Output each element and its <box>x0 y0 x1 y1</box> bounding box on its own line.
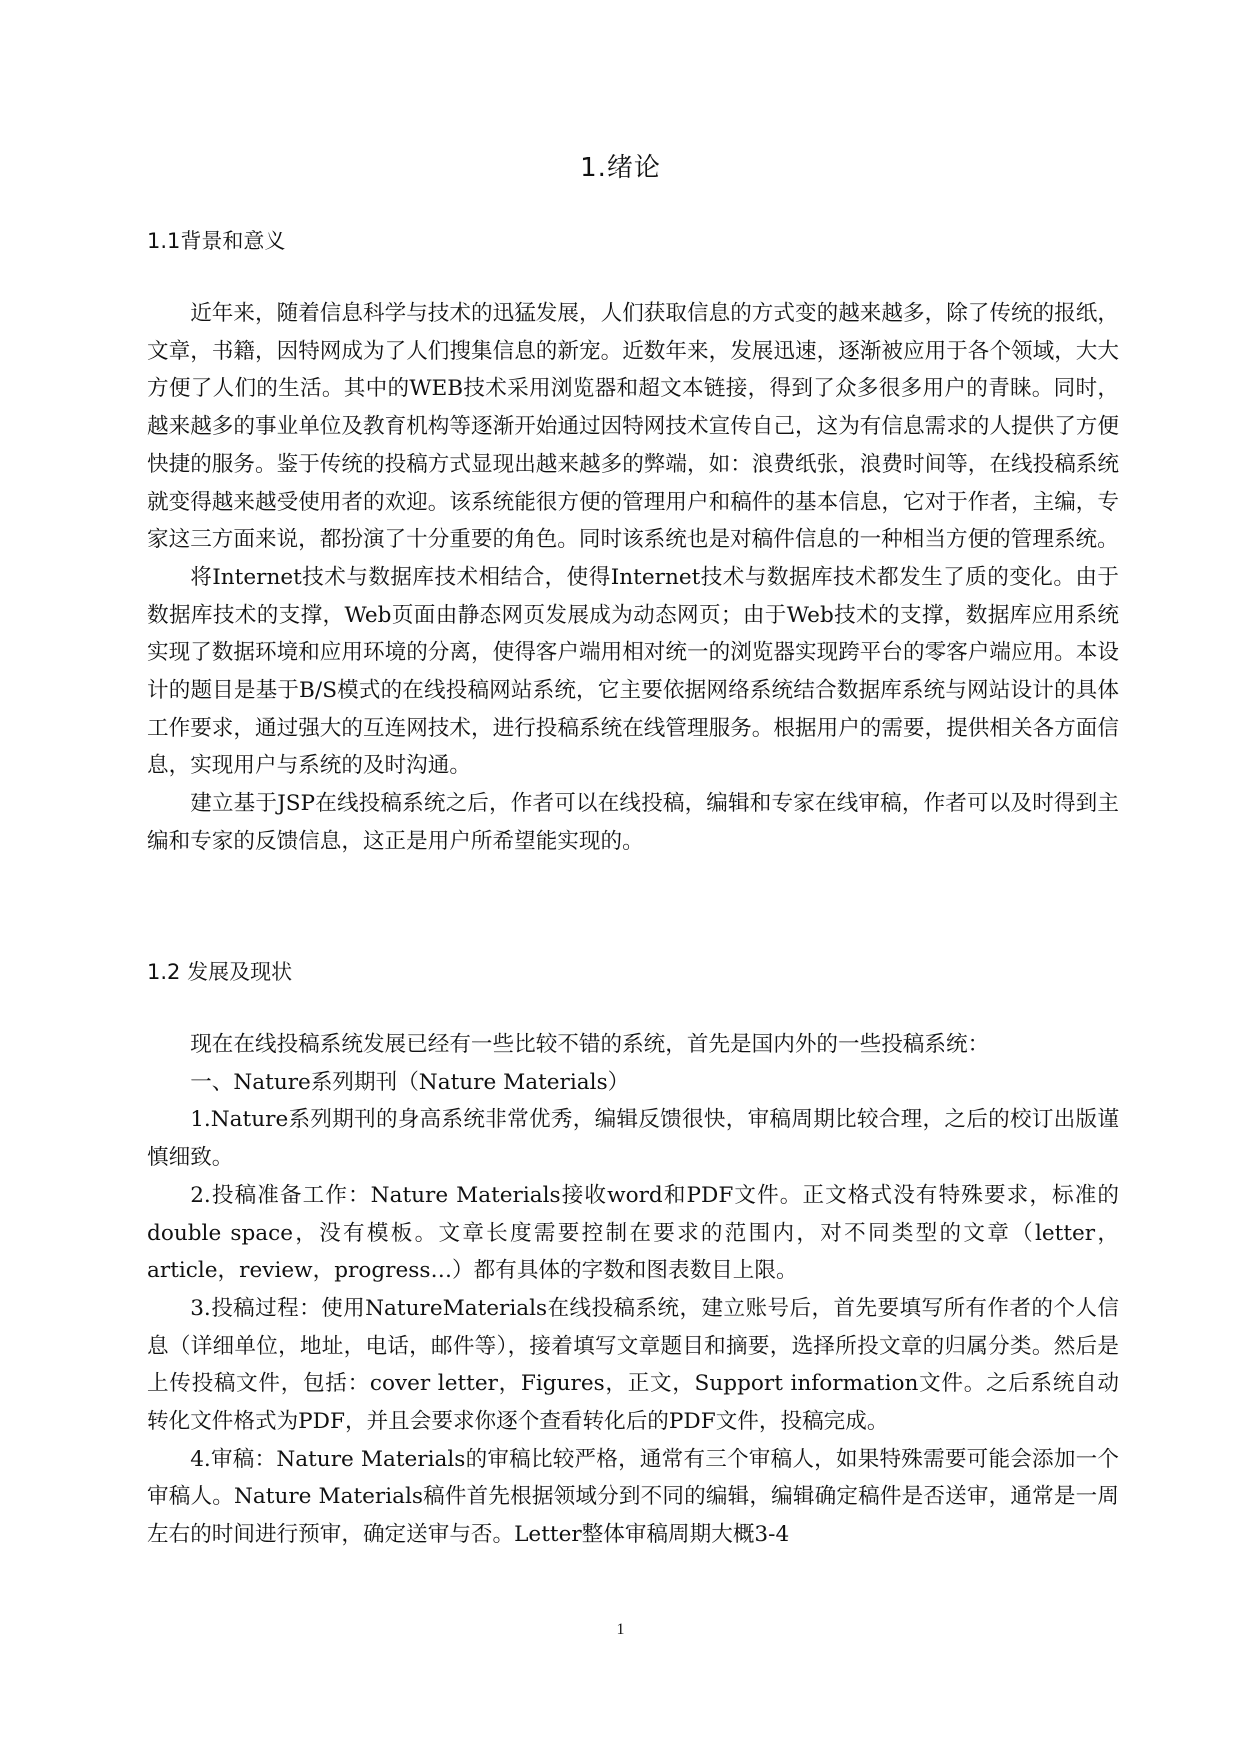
paragraph: 3.投稿过程：使用NatureMaterials在线投稿系统，建立账号后，首先要填写所有作者的个人信息（详细单位，地址，电话，邮件等），接着填写文章题目和摘要，选择所投文章的归属分类。然后是上传投稿文件，包括：cover letter，Figures，正文，Support information文件。之后系统自动转化文件格式为PDF，并且会要求你逐个查看转化后的PDF文件，投稿完成。 <box>147 1295 1119 1435</box>
paragraph: 建立基于JSP在线投稿系统之后，作者可以在线投稿，编辑和专家在线审稿，作者可以及时得到主编和专家的反馈信息，这正是用户所希望能实现的。 <box>147 791 1119 854</box>
section-body-status <box>147 1026 1119 1554</box>
chapter-title: 1.绪论 <box>580 153 661 183</box>
paragraph: 一、Nature系列期刊（Nature Materials） <box>190 1069 630 1095</box>
page-number: 1 <box>616 1621 625 1638</box>
paragraph: 近年来，随着信息科学与技术的迅猛发展，人们获取信息的方式变的越来越多，除了传统的报纸，文章，书籍，因特网成为了人们搜集信息的新宠。近数年来，发展迅速，逐渐被应用于各个领域，大大方便了人们的生活。其中的WEB技术采用浏览器和超文本链接，得到了众多很多用户的青睐。同时，越来越多的事业单位及教育机构等逐渐开始通过因特网技术宣传自己，这为有信息需求的人提供了方便快捷的服务。鉴于传统的投稿方式显现出越来越多的弊端，如：浪费纸张，浪费时间等，在线投稿系统就变得越来越受使用者的欢迎。该系统能很方便的管理用户和稿件的基本信息，它对于作者，主编，专家这三方面来说，都扮演了十分重要的角色。同时该系统也是对稿件信息的一种相当方便的管理系统。 <box>147 301 1119 553</box>
paragraph: 现在在线投稿系统发展已经有一些比较不错的系统，首先是国内外的一些投稿系统： <box>190 1032 990 1057</box>
section-heading-status: 1.2 发展及现状 <box>147 960 293 984</box>
paragraph: 2.投稿准备工作：Nature Materials接收word和PDF文件。正文格式没有特殊要求，标准的double space，没有模板。文章长度需要控制在要求的范围内，对不同类型的文章（letter，article，review，progress…）都有具体的字数和图表数目上限。 <box>147 1182 1119 1284</box>
paragraph: 4.审稿：Nature Materials的审稿比较严格，通常有三个审稿人，如果特殊需要可能会添加一个审稿人。Nature Materials稿件首先根据领域分到不同的编辑，编辑确定稿件是否送审，通常是一周左右的时间进行预审，确定送审与否。Letter整体审稿周期大概3-4 <box>147 1446 1119 1548</box>
section-heading-background: 1.1背景和意义 <box>147 229 286 253</box>
section-body-background <box>147 295 1119 861</box>
paragraph: 1.Nature系列期刊的身高系统非常优秀，编辑反馈很快，审稿周期比较合理，之后的校订出版谨慎细致。 <box>147 1107 1119 1171</box>
paragraph: 将Internet技术与数据库技术相结合，使得Internet技术与数据库技术都发生了质的变化。由于数据库技术的支撑，Web页面由静态网页发展成为动态网页；由于Web技术的支撑，数据库应用系统实现了数据环境和应用环境的分离，使得客户端用相对统一的浏览器实现跨平台的零客户端应用。本设计的题目是基于B/S模式的在线投稿网站系统，它主要依据网络系统结合数据库系统与网站设计的具体工作要求，通过强大的互连网技术，进行投稿系统在线管理服务。根据用户的需要，提供相关各方面信息，实现用户与系统的及时沟通。 <box>147 564 1119 779</box>
